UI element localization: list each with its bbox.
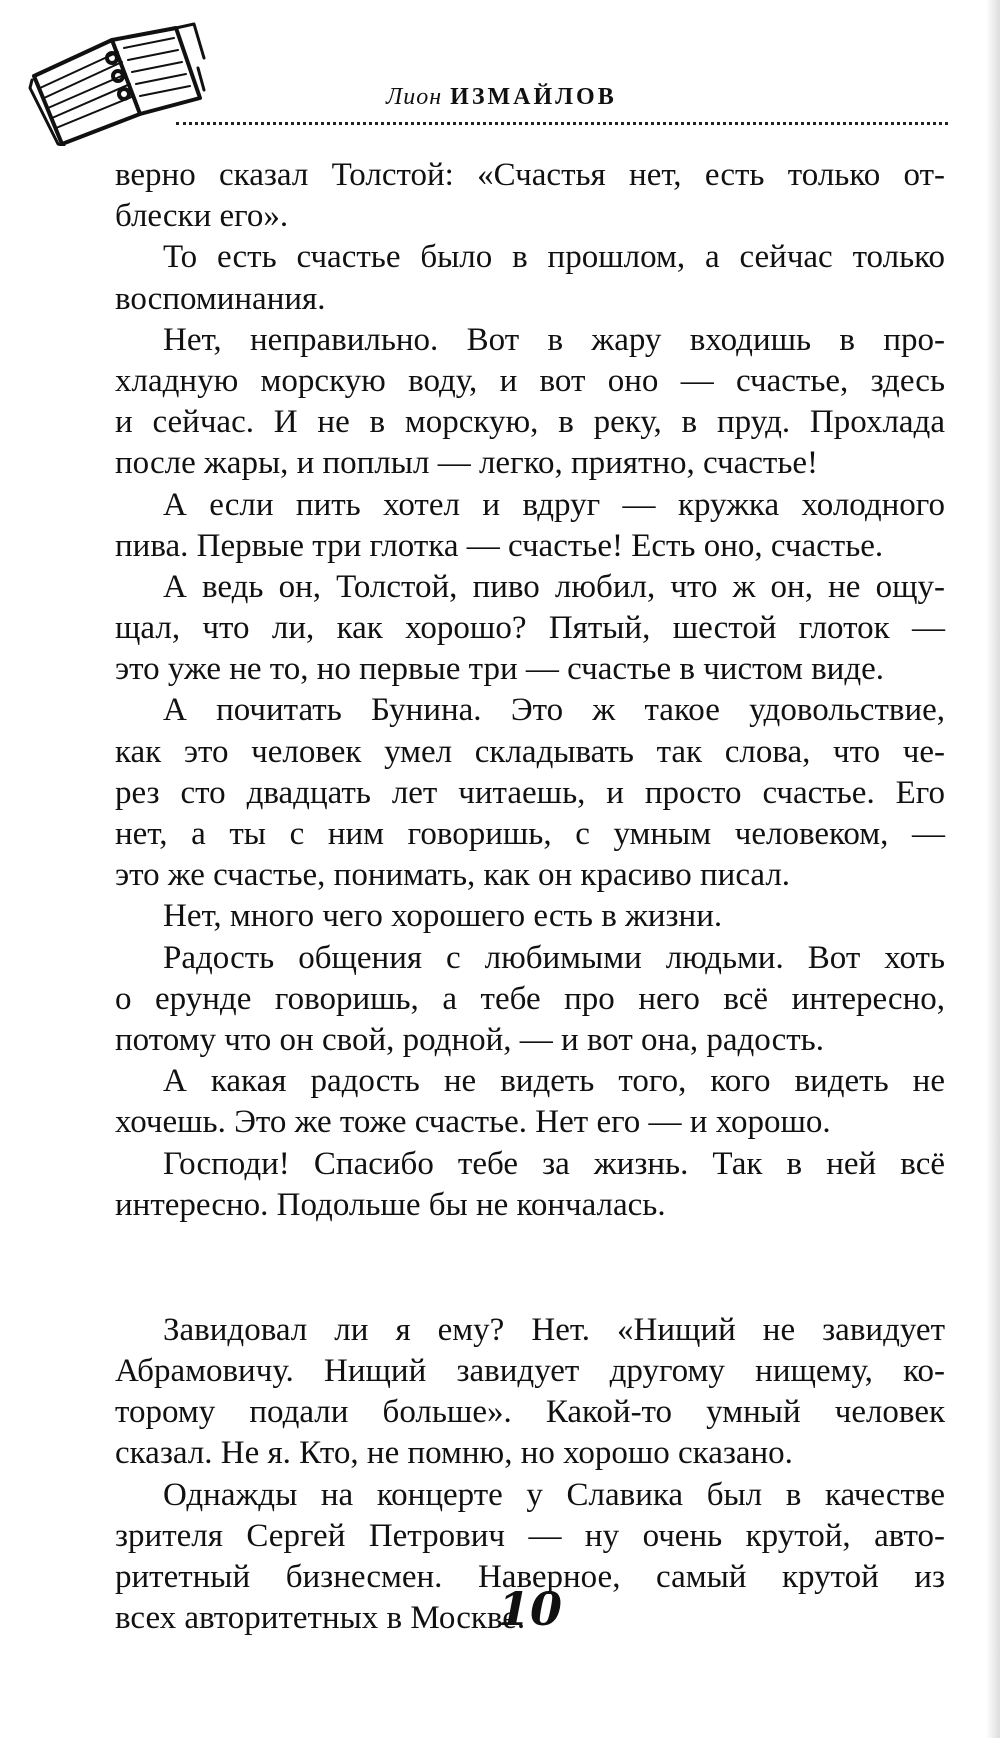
text-line: хочешь. Это же тоже счастье. Нет его — и хорошо.	[115, 1104, 831, 1141]
text-line: хладную морскую воду, и вот оно — счастье, здесь	[115, 362, 945, 399]
text-line: Господи! Спасибо тебе за жизнь. Так в ней всё	[163, 1145, 945, 1182]
text-line: потому что он свой, родной, — и вот она, радость.	[115, 1021, 824, 1058]
text-line: воспоминания.	[115, 280, 326, 317]
text-line: А ведь он, Толстой, пиво любил, что ж он, не ощу-	[163, 568, 945, 605]
running-head	[386, 84, 617, 111]
section-break	[115, 1226, 945, 1310]
text-line: Абрамовичу. Нищий завидует другому нищему, ко-	[115, 1353, 945, 1390]
text-line: Завидовал ли я ему? Нет. «Нищий не завидует	[163, 1311, 945, 1348]
text-line: блески его».	[115, 198, 289, 235]
text-line: нет, а ты с ним говоришь, с умным человеком, —	[115, 816, 945, 852]
text-line: А какая радость не видеть того, кого видеть не	[163, 1063, 945, 1100]
text-line: рез сто двадцать лет читаешь, и просто счастье. Его	[115, 774, 945, 811]
page-edge-shadow	[986, 0, 1000, 1738]
text-line: это же счастье, понимать, как он красиво писал.	[115, 857, 791, 894]
text-line: Радость общения с любимыми людьми. Вот хоть	[163, 939, 945, 976]
text-line: интересно. Подольше бы не кончалась.	[115, 1186, 666, 1223]
text-line: Нет, много чего хорошего есть в жизни.	[163, 898, 723, 935]
open-notebook-icon	[28, 18, 206, 146]
text-line: о ерунде говоришь, а тебе про него всё интересно,	[115, 980, 945, 1017]
text-line: сказал. Не я. Кто, не помню, но хорошо сказано.	[115, 1435, 793, 1472]
text-line: это уже не то, но первые три — счастье в чистом виде.	[115, 651, 885, 688]
text-line: Нет, неправильно. Вот в жару входишь в про-	[163, 321, 945, 358]
text-line: как это человек умел складывать так слова, что че-	[115, 733, 945, 770]
text-line: и сейчас. И не в морскую, в реку, в пруд. Прохлада	[115, 404, 945, 441]
header-dotted-rule	[176, 122, 948, 125]
text-line: торому подали больше». Какой-то умный человек	[115, 1394, 945, 1431]
text-line: после жары, и поплыл — легко, приятно, счастье!	[115, 445, 819, 482]
text-line: щал, что ли, как хорошо? Пятый, шестой глоток —	[115, 610, 945, 647]
author-first-name: Лион	[386, 84, 443, 110]
text-line: Однажды на концерте у Славика был в качестве	[163, 1476, 945, 1513]
text-line: ритетный бизнесмен. Наверное, самый крутой из	[115, 1559, 945, 1595]
page-number-text: 10	[497, 1585, 563, 1635]
text-line: А почитать Бунина. Это ж такое удовольствие,	[163, 692, 945, 729]
text-line: пива. Первые три глотка — счастье! Есть оно, счастье.	[115, 527, 884, 564]
page-number	[485, 1585, 575, 1635]
text-line: всех авторитетных в Москве.	[115, 1600, 526, 1637]
text-line: А если пить хотел и вдруг — кружка холодного	[163, 486, 945, 523]
text-line: зрителя Сергей Петрович — ну очень крутой, авто-	[115, 1517, 945, 1554]
text-line: То есть счастье было в прошлом, а сейчас только	[163, 239, 945, 276]
text-line: верно сказал Толстой: «Счастья нет, есть только от-	[115, 157, 945, 193]
body-text	[115, 155, 945, 1639]
author-last-name: ИЗМАЙЛОВ	[450, 84, 617, 110]
